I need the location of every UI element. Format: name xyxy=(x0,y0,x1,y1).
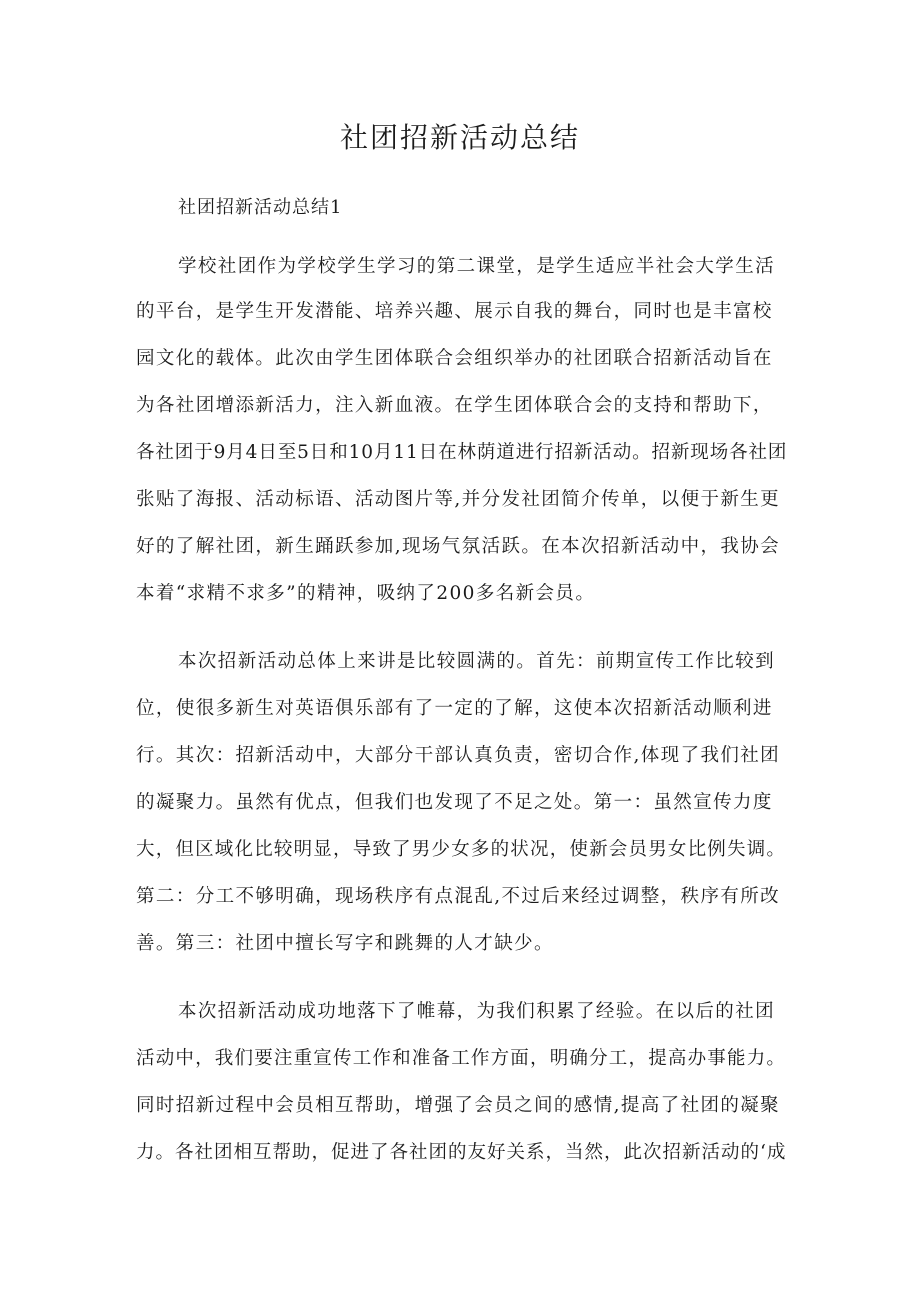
paragraph-1-line-1: 学校社团作为学校学生学习的第二课堂，是学生适应半社会大学生活 xyxy=(178,256,776,277)
paragraph-1-line-5: 各社团于9月4日至5日和10月11日在林荫道进行招新活动。招新现场各社团 xyxy=(136,442,788,463)
paragraph-2-line-4: 的凝聚力。虽然有优点，但我们也发现了不足之处。第一：虽然宣传力度 xyxy=(136,792,773,813)
paragraph-2-line-1: 本次招新活动总体上来讲是比较圆满的。首先：前期宣传工作比较到 xyxy=(178,651,776,672)
paragraph-1-line-4: 为各社团增添新活力，注入新血液。在学生团体联合会的支持和帮助下， xyxy=(136,395,773,416)
paragraph-2-line-7: 善。第三：社团中擅长写字和跳舞的人才缺少。 xyxy=(136,933,554,954)
paragraph-1-line-7: 好的了解社团，新生踊跃参加,现场气氛活跃。在本次招新活动中，我协会 xyxy=(136,536,781,557)
paragraph-1-line-8: 本着“求精不求多”的精神，吸纳了200多名新会员。 xyxy=(136,583,596,604)
paragraph-3-line-2: 活动中，我们要注重宣传工作和准备工作方面，明确分工，提高办事能力。 xyxy=(136,1048,787,1069)
section-subtitle: 社团招新活动总结1 xyxy=(178,197,343,218)
paragraph-3-line-4: 力。各社团相互帮助，促进了各社团的友好关系，当然，此次招新活动的‘成 xyxy=(136,1142,787,1163)
paragraph-1-line-2: 的平台，是学生开发潜能、培养兴趣、展示自我的舞台，同时也是丰富校 xyxy=(136,301,773,322)
paragraph-1-line-6: 张贴了海报、活动标语、活动图片等,并分发社团简介传单，以便于新生更 xyxy=(136,489,781,510)
paragraph-3-line-1: 本次招新活动成功地落下了帷幕，为我们积累了经验。在以后的社团 xyxy=(178,1001,776,1022)
paragraph-1-line-3: 园文化的载体。此次由学生团体联合会组织举办的社团联合招新活动旨在 xyxy=(136,348,773,369)
paragraph-3-line-3: 同时招新过程中会员相互帮助，增强了会员之间的感情,提高了社团的凝聚 xyxy=(136,1095,781,1116)
paragraph-2-line-2: 位，使很多新生对英语俱乐部有了一定的了解，这使本次招新活动顺利进 xyxy=(136,698,773,719)
paragraph-2-line-3: 行。其次：招新活动中，大部分干部认真负责，密切合作,体现了我们社团 xyxy=(136,745,781,766)
paragraph-2-line-6: 第二：分工不够明确，现场秩序有点混乱,不过后来经过调整，秩序有所改 xyxy=(136,886,781,907)
paragraph-2-line-5: 大，但区域化比较明显，导致了男少女多的状况，使新会员男女比例失调。 xyxy=(136,839,787,860)
page-title: 社团招新活动总结 xyxy=(339,121,580,154)
